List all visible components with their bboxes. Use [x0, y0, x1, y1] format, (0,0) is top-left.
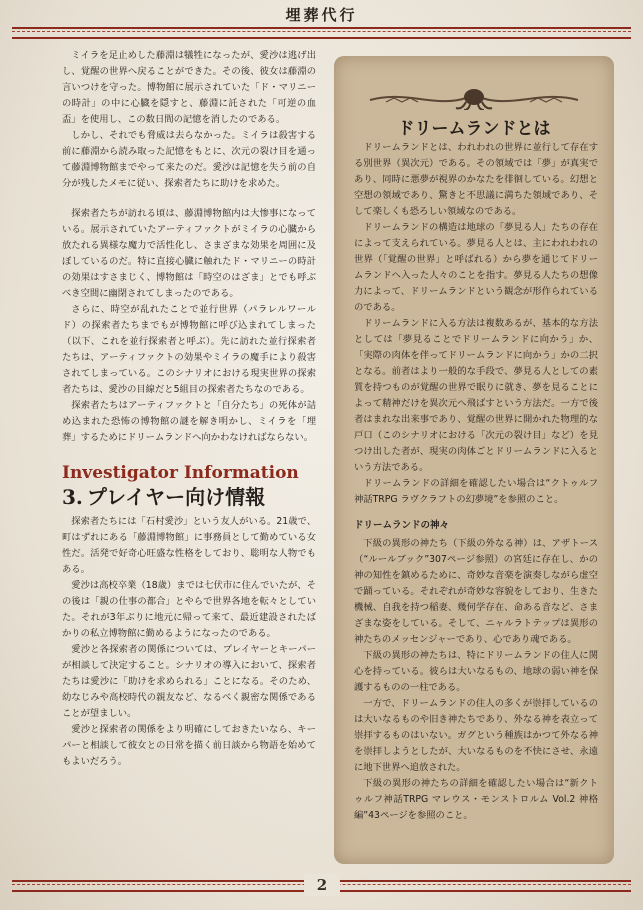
dreamland-sidebar: [334, 56, 614, 864]
body-paragraph: 探索者たちはアーティファクトと「自分たち」の死体が詰め込まれた恐怖の博物館の謎を解き明かし、ミイラを「埋葬」するためにドリームランドへ向かわなければならない。: [62, 400, 316, 443]
body-paragraph: ミイラを足止めした藤淵は犠牲になったが、愛沙は逃げ出し、覚醒の世界へ戻ることができた。その後、彼女は藤淵の言いつけを守った。博物館に展示されていた「ド・マリニーの時計」の中に心臓を隠すと、藤淵に託された「可逆の血盃」を使用し、この数日間の記憶を消したのである。: [62, 50, 316, 125]
section-title-english: Investigator Information: [62, 463, 299, 483]
section-title-text: プレイヤー向け情報: [86, 485, 266, 509]
page-number: 2: [304, 874, 340, 896]
page-header-title: 埋葬代行: [285, 6, 358, 24]
sidebar-title: ドリームランドとは: [397, 119, 551, 139]
sidebar-paragraph: ドリームランドに入る方法は複数あるが、基本的な方法としては「夢見ることでドリームランドに向かう」か、「実際の肉体を伴ってドリームランドに向かう」かの二択となる。前者はより一般的な手段で、夢見る人としての素質を持つものが覚醒の世界で眠りに就き、夢を見ることによって精神だけを異次元へ飛ばすという方法だ。一方で後者はまれな出来事であり、覚醒の世界に開かれた物理的な戸口（このシナリオにおける「次元の裂け目」など）を見つけ出した者が、現実の肉体ごとドリームランドに入るという方法である。: [354, 318, 598, 473]
section-title-japanese: [62, 484, 316, 510]
sidebar-paragraph: 下級の異形の神たちは、特にドリームランドの住人に関心を持っている。彼らは大いなるもの、地球の弱い神を保護するものの一柱である。: [354, 650, 598, 693]
sidebar-paragraph: ドリームランドとは、われわれの世界に並行して存在する別世界（異次元）である。その領域では「夢」が真実であり、同時に悪夢が視界のかなたを徘徊している。幻想と空想の領域であり、驚きと不思議に満ちた領域であり、そして楽しくも恐ろしい領域なのである。: [354, 142, 598, 217]
body-paragraph: 愛沙は高校卒業（18歳）までは七伏市に住んでいたが、その後は「親の仕事の都合」とやらで世界各地を転々としていた。それが3年ぶりに地元に帰って来て、最近建設されたばかりの私立博物館に勤めるようになったのである。: [62, 580, 316, 639]
body-paragraph: 探索者たちには「石村愛沙」という友人がいる。21歳で、町はずれにある「藤淵博物館」に事務員として勤めている女性だ。活発で好奇心旺盛な性格をしており、聡明な人物でもある。: [62, 516, 316, 575]
sidebar-paragraph: 一方で、ドリームランドの住人の多くが崇拝しているのは大いなるものや旧き神たちであり、外なる神を表立って崇拝するものはいない。ガグという種族はかつて外なる神を崇拝しようとしたが、大いなるものを不快にさせ、永遠に地下世界へ追放された。: [354, 698, 598, 773]
sidebar-body: [354, 140, 598, 824]
sidebar-paragraph: ドリームランドの詳細を確認したい場合は“クトゥルフ神話TRPG ラヴクラフトの幻夢境”を参照のこと。: [354, 478, 598, 505]
sidebar-paragraph: 下級の異形の神たち（下級の外なる神）は、アザトース（“ルールブック”307ページ参照）の宮廷に存在し、かの神の知性を鎮めるために、奇妙な音楽を演奏しながら虚空で踊っている。それぞれが奇妙な容貌をしており、生きた機械、自我を持つ稲妻、幾何学存在、命ある音など、さまざまな姿をしている。そして、ニャルラトテップは異形の神たちのメッセンジャーであり、心であり魂である。: [354, 538, 598, 645]
body-paragraph: 愛沙と探索者の関係をより明確にしておきたいなら、キーパーと相談して彼女との日常を描く前日談から物語を始めてもよいだろう。: [62, 724, 316, 767]
section-number: 3.: [62, 485, 83, 509]
body-paragraph: 探索者たちが訪れる頃は、藤淵博物館内は大惨事になっている。展示されていたアーティファクトがミイラの心臓から放たれる異様な魔力で活性化し、さまざまな効果を周囲に及ぼしているのだ。特に直接心臓に触れたド・マリニーの時計の効果はすさまじく、博物館は「時空のはざま」とでも呼ぶべき空間に幽閉されてしまったのである。: [62, 208, 316, 299]
sidebar-subheading: ドリームランドの神々: [354, 520, 450, 531]
body-paragraph: 愛沙と各探索者の関係については、プレイヤーとキーパーが相談して決定すること。シナリオの導入において、探索者たちは愛沙に「助けを求められる」ことになる。そのため、幼なじみや高校時代の親友など、なるべく親密な関係であることが望ましい。: [62, 644, 316, 719]
top-border-band: [12, 27, 631, 39]
body-paragraph: しかし、それでも脅威は去らなかった。ミイラは殺害する前に藤淵から読み取った記憶をもとに、次元の裂け目を通って藤淵博物館までやって来たのだ。愛沙は記憶を失う前の自分が残したメモに従い、探索者たちに助けを求めた。: [62, 130, 316, 189]
body-paragraph: さらに、時空が乱れたことで並行世界（パラレルワールド）の探索者たちまでもが博物館に呼び込まれてしまった（以下、これを並行探索者と呼ぶ）。先に訪れた並行探索者たちは、アーティファクトの効果やミイラの魔手により殺害されてしまっている。このシナリオにおける現実世界の探索者たちは、愛沙の目線だと5組目の探索者たちなのである。: [62, 304, 316, 395]
left-column: [62, 48, 316, 770]
sidebar-paragraph: 下級の異形の神たちの詳細を確認したい場合は“新クトゥルフ神話TRPG マレウス・モンストロルム Vol.2 神格編”43ページを参照のこと。: [354, 778, 598, 821]
sidebar-paragraph: ドリームランドの構造は地球の「夢見る人」たちの存在によって支えられている。夢見る人とは、主にわれわれの世界（「覚醒の世界」と呼ばれる）から夢を通じてドリームランドへ入った人々のことを指す。夢見る人たちの想像力によって、ドリームランドという観念が形作られているのである。: [354, 222, 598, 313]
tentacle-ornament-icon: [366, 84, 582, 110]
